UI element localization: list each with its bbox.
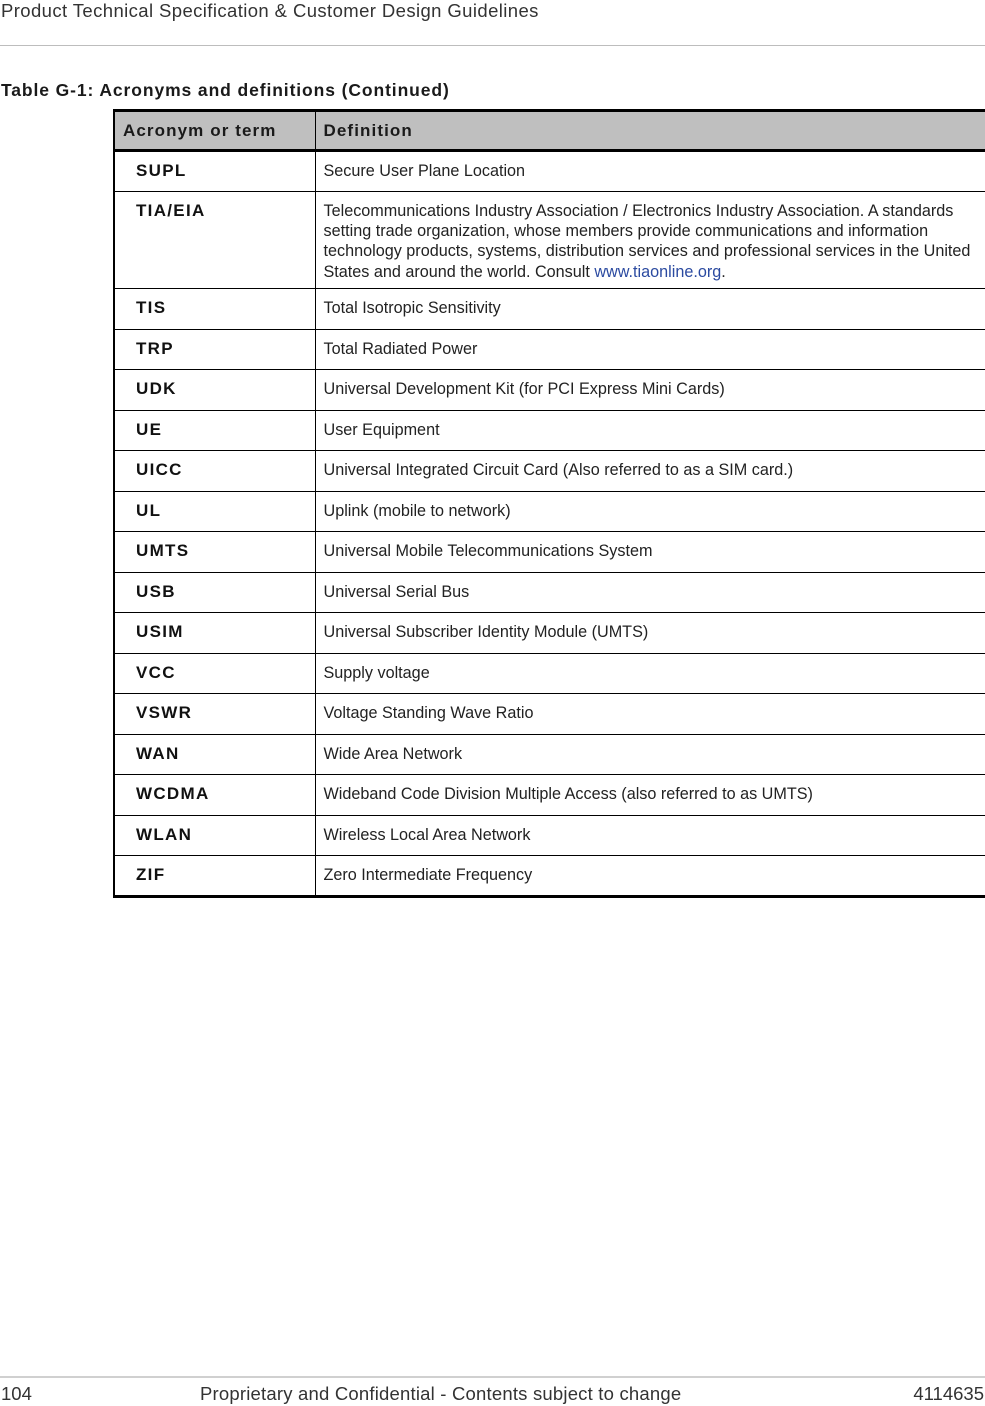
acronym-cell: ZIF xyxy=(114,856,315,897)
table-row xyxy=(114,572,985,613)
definition-cell: Total Radiated Power xyxy=(315,329,985,370)
definition-cell: Uplink (mobile to network) xyxy=(315,491,985,532)
column-header-definition: Definition xyxy=(315,111,985,151)
table-row xyxy=(114,370,985,411)
document-title: Product Technical Specification & Customer Design Guidelines xyxy=(1,0,539,21)
table-row xyxy=(114,856,985,897)
table-row xyxy=(114,289,985,330)
definition-cell: Universal Subscriber Identity Module (UMTS) xyxy=(315,613,985,654)
definition-cell: Wideband Code Division Multiple Access (also referred to as UMTS) xyxy=(315,775,985,816)
table-header-row xyxy=(114,111,985,151)
acronym-cell: WAN xyxy=(114,734,315,775)
acronym-cell: WLAN xyxy=(114,815,315,856)
definition-end: . xyxy=(721,262,726,281)
table-row xyxy=(114,451,985,492)
confidentiality-notice: Proprietary and Confidential - Contents subject to change xyxy=(200,1383,682,1404)
definition-cell: Zero Intermediate Frequency xyxy=(315,856,985,897)
definition-cell: Total Isotropic Sensitivity xyxy=(315,289,985,330)
definition-cell xyxy=(315,191,985,289)
acronym-cell: TIS xyxy=(114,289,315,330)
document-number: 4114635 xyxy=(913,1383,984,1404)
definition-cell: Universal Mobile Telecommunications System xyxy=(315,532,985,573)
table-row xyxy=(114,329,985,370)
definition-cell: Voltage Standing Wave Ratio xyxy=(315,694,985,735)
definition-cell: Secure User Plane Location xyxy=(315,151,985,192)
acronym-cell: UMTS xyxy=(114,532,315,573)
definition-cell: Supply voltage xyxy=(315,653,985,694)
acronym-cell: WCDMA xyxy=(114,775,315,816)
table-row xyxy=(114,694,985,735)
table-row xyxy=(114,491,985,532)
definition-cell: User Equipment xyxy=(315,410,985,451)
table-row xyxy=(114,815,985,856)
acronym-cell: UICC xyxy=(114,451,315,492)
table-row xyxy=(114,191,985,289)
definition-text: Telecommunications Industry Association / Electronics Industry Association. A standards setting trade organization, whose members provide communications and information technology products, systems, distribution services and professional services in the United States and around the world. Consult xyxy=(323,201,971,281)
acronym-cell: UDK xyxy=(114,370,315,411)
acronym-cell: USB xyxy=(114,572,315,613)
acronym-cell: SUPL xyxy=(114,151,315,192)
acronym-cell: USIM xyxy=(114,613,315,654)
tiaonline-link[interactable]: www.tiaonline.org xyxy=(594,262,722,281)
acronym-cell: VCC xyxy=(114,653,315,694)
table-row xyxy=(114,151,985,192)
definition-cell: Universal Integrated Circuit Card (Also referred to as a SIM card.) xyxy=(315,451,985,492)
table-row xyxy=(114,613,985,654)
acronym-cell: UL xyxy=(114,491,315,532)
acronym-cell: VSWR xyxy=(114,694,315,735)
acronyms-table xyxy=(113,109,985,898)
table-row xyxy=(114,734,985,775)
page-number: 104 xyxy=(1,1383,32,1404)
acronym-cell: TIA/EIA xyxy=(114,191,315,289)
column-header-term: Acronym or term xyxy=(114,111,315,151)
definition-cell: Universal Development Kit (for PCI Express Mini Cards) xyxy=(315,370,985,411)
definition-cell: Universal Serial Bus xyxy=(315,572,985,613)
running-header xyxy=(0,0,985,46)
table-row xyxy=(114,653,985,694)
table-row xyxy=(114,775,985,816)
acronym-cell: UE xyxy=(114,410,315,451)
acronym-cell: TRP xyxy=(114,329,315,370)
table-caption: Table G-1: Acronyms and definitions (Continued) xyxy=(1,80,450,100)
running-footer xyxy=(0,1376,985,1406)
definition-cell: Wide Area Network xyxy=(315,734,985,775)
table-row xyxy=(114,532,985,573)
table-row xyxy=(114,410,985,451)
definition-cell: Wireless Local Area Network xyxy=(315,815,985,856)
